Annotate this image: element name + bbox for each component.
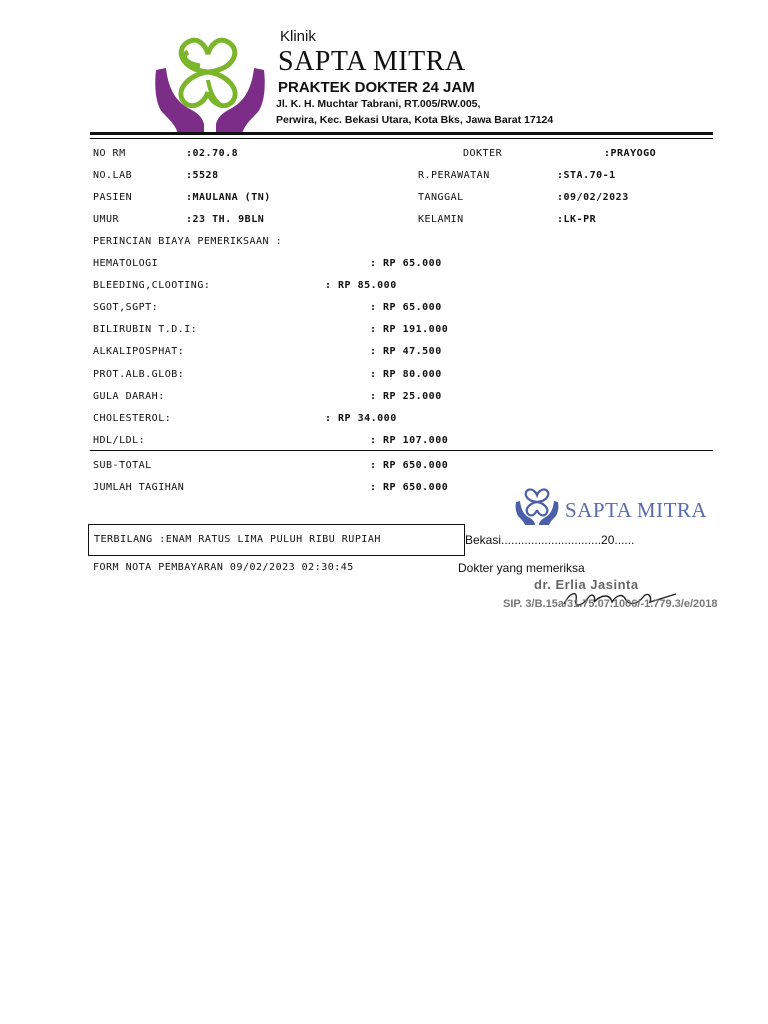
item-amount: : RP 85.000	[325, 280, 397, 291]
sub-total-label: SUB-TOTAL	[93, 460, 152, 471]
pasien-label: PASIEN	[93, 192, 133, 203]
item-name: HEMATOLOGI	[93, 258, 159, 269]
item-amount: : RP 191.000	[370, 324, 449, 335]
r-perawatan-value: :STA.70-1	[557, 170, 616, 181]
item-name: HDL/LDL:	[93, 435, 146, 446]
no-lab-value: :5528	[186, 170, 219, 181]
item-name: BILIRUBIN T.D.I:	[93, 324, 198, 335]
clinic-name: SAPTA MITRA	[278, 46, 466, 77]
jumlah-tagihan-amount: : RP 650.000	[370, 482, 449, 493]
pasien-value: :MAULANA (TN)	[186, 192, 271, 203]
item-name: GULA DARAH:	[93, 391, 165, 402]
header-divider-thin	[90, 138, 713, 139]
tanggal-label: TANGGAL	[418, 192, 464, 203]
kelamin-value: :LK-PR	[557, 214, 597, 225]
no-rm-label: NO RM	[93, 148, 126, 159]
umur-value: :23 TH. 9BLN	[186, 214, 265, 225]
item-amount: : RP 65.000	[370, 258, 442, 269]
perincian-title: PERINCIAN BIAYA PEMERIKSAAN :	[93, 236, 283, 247]
item-amount: : RP 34.000	[325, 413, 397, 424]
clinic-subtitle: PRAKTEK DOKTER 24 JAM	[278, 79, 475, 96]
klinik-label: Klinik	[280, 28, 316, 45]
stamp-sip-number: SIP. 3/B.15a/31.75.07.1006/-1.779.3/e/2018	[503, 598, 718, 610]
item-amount: : RP 25.000	[370, 391, 442, 402]
kelamin-label: KELAMIN	[418, 214, 464, 225]
stamp-logo-icon	[514, 482, 560, 526]
header-divider-thick	[90, 132, 713, 135]
stamp-doctor-name: dr. Erlia Jasinta	[534, 577, 639, 592]
item-amount: : RP 47.500	[370, 346, 442, 357]
item-name: SGOT,SGPT:	[93, 302, 159, 313]
umur-label: UMUR	[93, 214, 120, 225]
dokter-label: DOKTER	[463, 148, 503, 159]
jumlah-tagihan-label: JUMLAH TAGIHAN	[93, 482, 185, 493]
terbilang-text: TERBILANG :ENAM RATUS LIMA PULUH RIBU RUPIAH	[94, 534, 381, 545]
bekasi-date-line: Bekasi..............................20......	[465, 533, 635, 547]
clinic-logo-icon	[152, 20, 270, 136]
clinic-address-line2: Perwira, Kec. Bekasi Utara, Kota Bks, Jawa Barat 17124	[276, 114, 554, 126]
stamp-clinic-name: SAPTA MITRA	[565, 498, 708, 522]
clinic-address-line1: Jl. K. H. Muchtar Tabrani, RT.005/RW.005,	[276, 98, 481, 110]
item-name: PROT.ALB.GLOB:	[93, 369, 185, 380]
dokter-memeriksa-label: Dokter yang memeriksa	[458, 561, 585, 575]
dokter-value: :PRAYOGO	[604, 148, 657, 159]
item-amount: : RP 65.000	[370, 302, 442, 313]
items-divider	[90, 450, 713, 451]
item-amount: : RP 107.000	[370, 435, 449, 446]
r-perawatan-label: R.PERAWATAN	[418, 170, 490, 181]
no-rm-value: :02.70.8	[186, 148, 239, 159]
form-nota-footer: FORM NOTA PEMBAYARAN 09/02/2023 02:30:45	[93, 562, 354, 573]
tanggal-value: :09/02/2023	[557, 192, 629, 203]
item-name: CHOLESTEROL:	[93, 413, 172, 424]
item-name: ALKALIPOSPHAT:	[93, 346, 185, 357]
sub-total-amount: : RP 650.000	[370, 460, 449, 471]
item-name: BLEEDING,CLOOTING:	[93, 280, 211, 291]
item-amount: : RP 80.000	[370, 369, 442, 380]
no-lab-label: NO.LAB	[93, 170, 133, 181]
